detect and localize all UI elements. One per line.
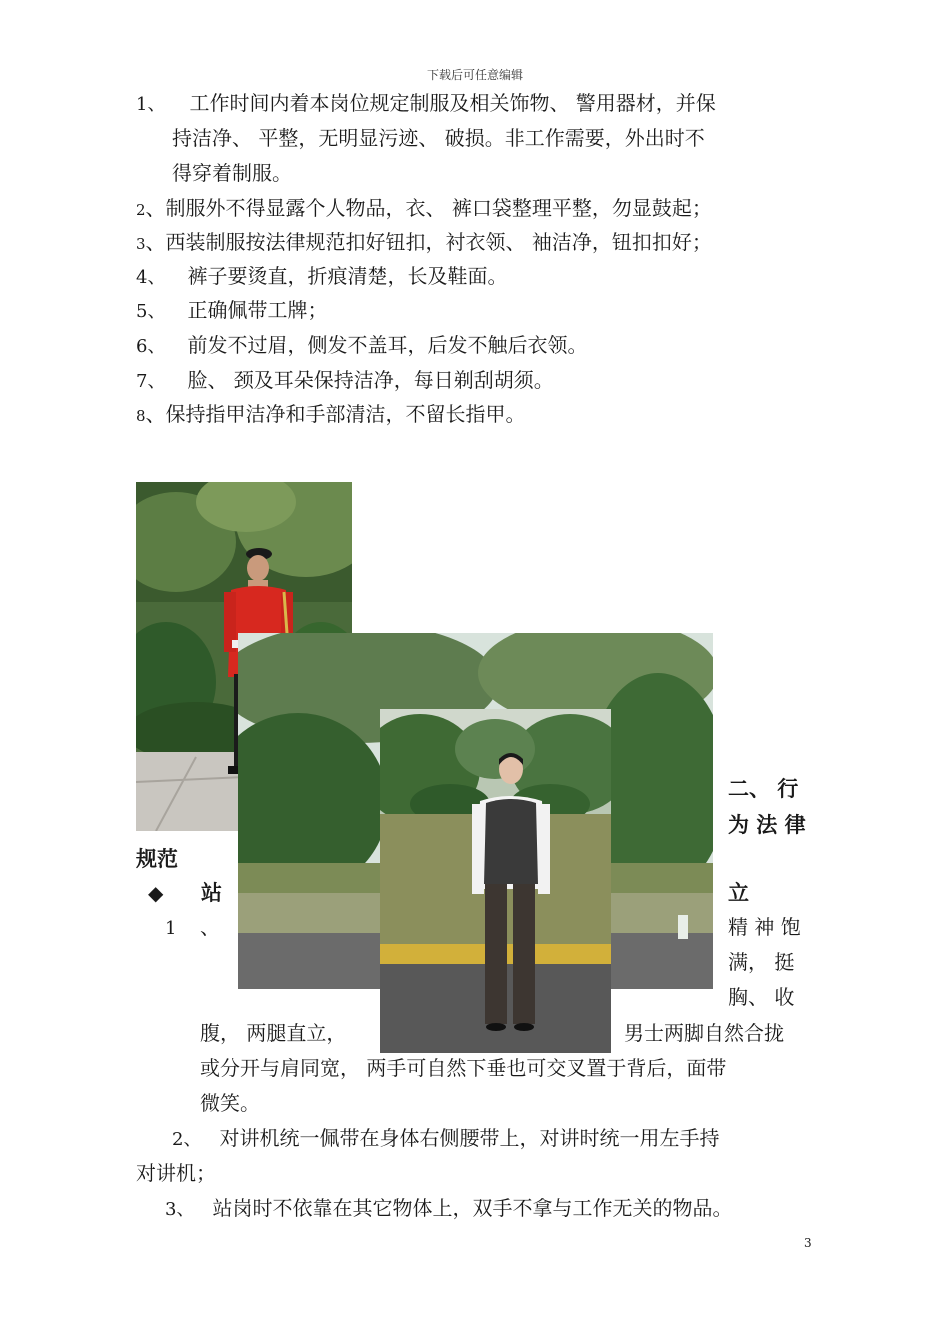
para-1-number: 1 — [165, 918, 177, 939]
item-7-number: 7、 — [136, 371, 166, 392]
photo-staff-vest-uniform — [380, 709, 611, 1053]
item-4 — [136, 259, 507, 295]
stand-heading-left: 站 — [201, 881, 222, 905]
para-1-separator: 、 — [200, 915, 220, 939]
para-1-line-b: 男士两脚自然合拢 — [624, 1021, 784, 1045]
para-3-number: 3、 — [165, 1199, 195, 1220]
para-1-right-line-3: 胸、 收 — [728, 985, 795, 1009]
para-2-line-b: 对讲机； — [136, 1161, 216, 1185]
item-3-number: 3 — [136, 235, 146, 253]
bullet-diamond-icon: ◆ — [148, 881, 164, 905]
item-1 — [136, 86, 716, 122]
item-3 — [136, 225, 712, 261]
item-8 — [136, 397, 526, 433]
item-2-number: 2 — [136, 201, 146, 219]
item-2-text: 、制服外不得显露个人物品，衣、 裤口袋整理平整，勿显鼓起； — [145, 196, 712, 220]
stand-heading-right: 立 — [728, 881, 749, 905]
item-5-number: 5、 — [136, 301, 166, 322]
section-heading-line-1: 二、 行 — [728, 777, 799, 801]
item-6-text: 前发不过眉，侧发不盖耳，后发不触后衣领。 — [187, 333, 588, 357]
para-1-right-line-1: 精 神 饱 — [728, 915, 801, 939]
item-1-number: 1、 — [136, 94, 166, 115]
item-8-number: 8 — [136, 407, 146, 425]
item-5 — [136, 293, 327, 329]
para-2 — [172, 1121, 719, 1157]
item-4-number: 4、 — [136, 267, 166, 288]
item-1-line-1: 工作时间内着本岗位规定制服及相关饰物、 警用器材，并保 — [189, 91, 716, 115]
item-4-text: 裤子要烫直，折痕清楚，长及鞋面。 — [187, 264, 508, 288]
item-3-text: 、西装制服按法律规范扣好钮扣，衬衣领、 袖洁净，钮扣扣好； — [145, 230, 712, 254]
page-number: 3 — [804, 1236, 812, 1250]
item-1-line-2: 持洁净、 平整，无明显污迹、 破损。非工作需要，外出时不 — [172, 126, 705, 150]
para-1-line-d: 微笑。 — [200, 1091, 260, 1115]
item-2 — [136, 191, 712, 227]
section-heading-line-3: 规范 — [136, 847, 178, 871]
item-6 — [136, 328, 587, 364]
para-1-right-line-2: 满， 挺 — [728, 950, 795, 974]
section-heading-line-2: 为 法 律 — [728, 813, 806, 837]
para-2-number: 2、 — [172, 1129, 202, 1150]
item-1-line-3: 得穿着制服。 — [172, 161, 292, 185]
item-6-number: 6、 — [136, 336, 166, 357]
header-note: 下载后可任意编辑 — [426, 68, 523, 82]
para-1-line-c: 或分开与肩同宽， 两手可自然下垂也可交叉置于背后，面带 — [200, 1056, 727, 1080]
item-8-text: 、保持指甲洁净和手部清洁，不留长指甲。 — [145, 402, 526, 426]
para-3-line-a: 站岗时不依靠在其它物体上，双手不拿与工作无关的物品。 — [212, 1196, 733, 1220]
para-1-line-a: 腹， 两腿直立， — [200, 1021, 347, 1045]
item-7-text: 脸、 颈及耳朵保持洁净，每日剃刮胡须。 — [187, 368, 554, 392]
para-2-line-a: 对讲机统一佩带在身体右侧腰带上，对讲时统一用左手持 — [219, 1126, 720, 1150]
item-5-text: 正确佩带工牌； — [187, 298, 328, 322]
item-7 — [136, 363, 554, 399]
para-3 — [165, 1191, 732, 1227]
